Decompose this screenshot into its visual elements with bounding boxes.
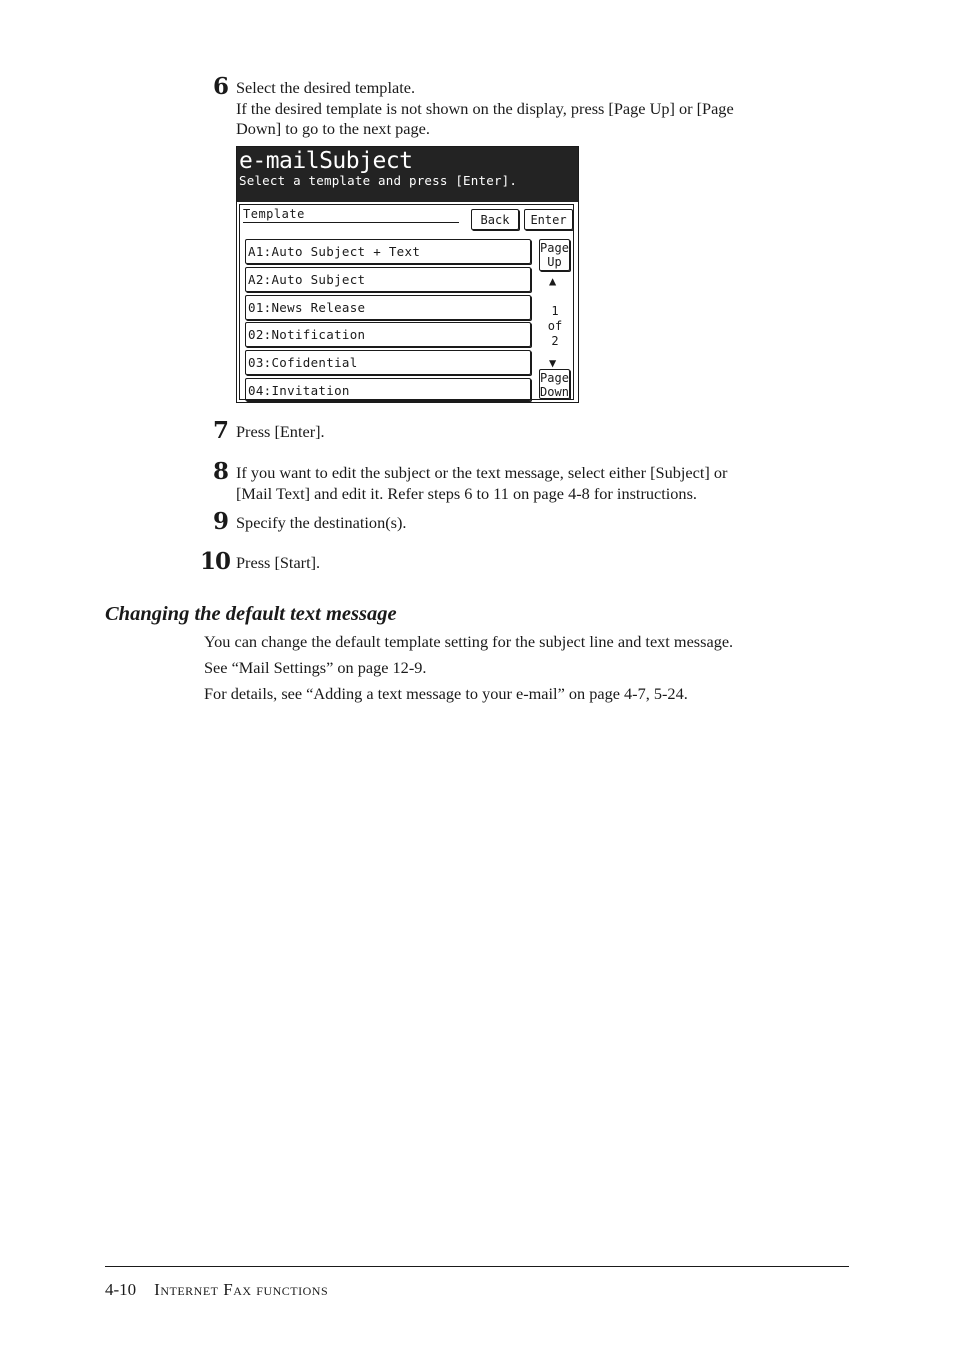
step-number: 8: [212, 458, 228, 485]
screen-header: [237, 147, 578, 202]
screen-subtitle: Select a template and press [Enter].: [239, 173, 518, 188]
page-up-button[interactable]: Page Up: [540, 241, 569, 269]
step-text: Press [Start].: [236, 553, 321, 572]
down-arrow-icon: ▼: [549, 356, 557, 370]
template-label: Template: [243, 207, 459, 223]
template-item[interactable]: A2:Auto Subject: [245, 267, 531, 292]
step-number: 10: [200, 548, 231, 575]
page-number: 4-10: [105, 1280, 137, 1299]
chapter-title: Internet Fax functions: [154, 1280, 329, 1299]
step-number: 9: [212, 508, 228, 535]
step-text: If you want to edit the subject or the text message, select either [Subject] or [Mail Text] and edit it. Refer steps 6 to 11 on page 4-8 for instructions.: [236, 463, 728, 503]
email-subject-screen: [236, 146, 579, 403]
section-paragraph: For details, see “Adding a text message to your e-mail” on page 4-7, 5-24.: [204, 684, 688, 703]
template-item[interactable]: A1:Auto Subject + Text: [245, 239, 531, 264]
page-footer: [105, 1280, 328, 1300]
screen-body: [239, 204, 574, 400]
page-indicator: 1 of 2: [547, 304, 563, 348]
template-item[interactable]: 04:Invitation: [245, 378, 531, 401]
section-paragraph: See “Mail Settings” on page 12-9.: [204, 658, 427, 677]
template-item[interactable]: 02:Notification: [245, 322, 531, 347]
screen-title: e-mailSubject: [239, 148, 413, 174]
footer-rule: [105, 1266, 849, 1267]
back-button[interactable]: Back: [471, 209, 519, 230]
step-number: 6: [212, 73, 228, 100]
step-number: 7: [212, 417, 228, 444]
section-paragraph: You can change the default template setting for the subject line and text message.: [204, 632, 734, 651]
page-down-button[interactable]: Page Down: [540, 371, 569, 399]
template-item[interactable]: 03:Cofidential: [245, 350, 531, 375]
up-arrow-icon: ▲: [549, 274, 557, 288]
step-text: Select the desired template. If the desired template is not shown on the display, press [Page Up] or [Page Down] to go to the next page.: [236, 78, 734, 138]
step-text: Specify the destination(s).: [236, 513, 407, 532]
step-text: Press [Enter].: [236, 422, 325, 441]
section-heading: Changing the default text message: [105, 603, 397, 625]
enter-button[interactable]: Enter: [524, 209, 573, 230]
template-item[interactable]: 01:News Release: [245, 295, 531, 320]
